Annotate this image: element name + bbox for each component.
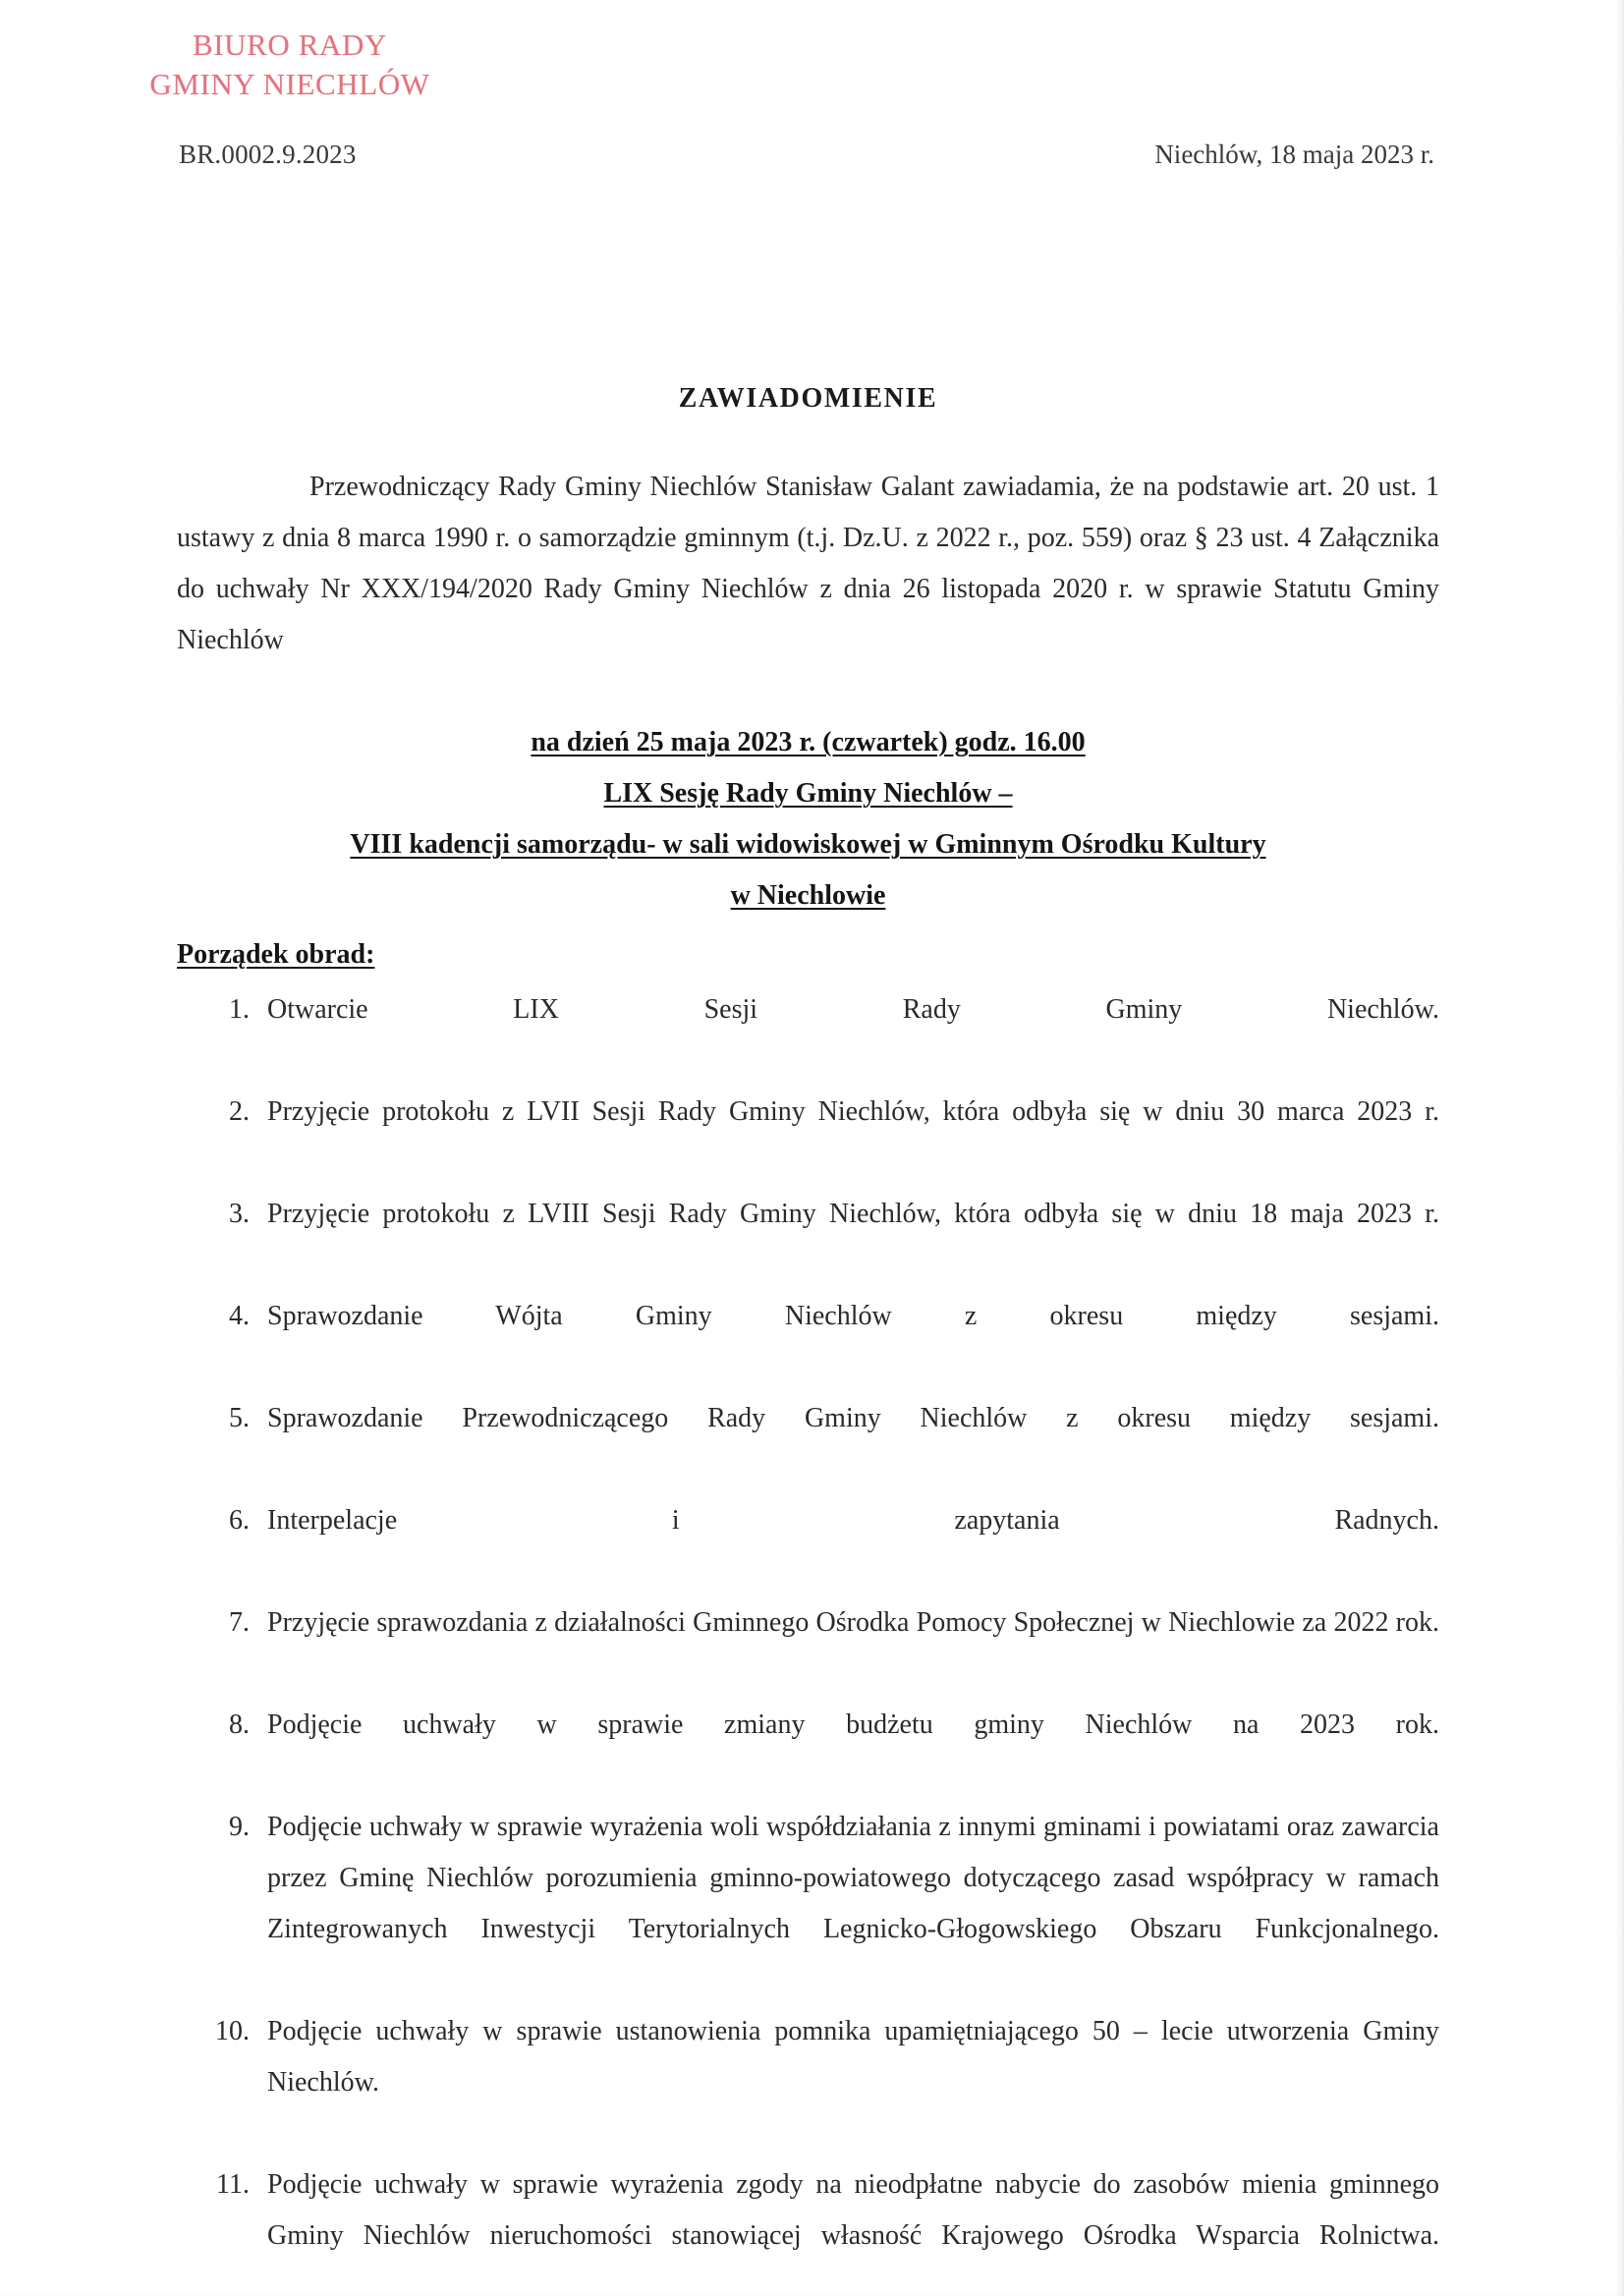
agenda-item-text: Przyjęcie sprawozdania z działalności Gminnego Ośrodka Pomocy Społecznej w Niechlowie za 2022 rok. <box>267 1607 1439 1638</box>
highlight-line-venue-text: VIII kadencji samorządu- w sali widowiskowej w Gminnym Ośrodku Kultury <box>350 829 1266 860</box>
agenda-item-text: Podjęcie uchwały w sprawie ustanowienia pomnika upamiętniającego 50 – lecie utworzenia Gminy Niechlów. <box>267 2016 1439 2098</box>
agenda-item-text: Przyjęcie protokołu z LVIII Sesji Rady Gminy Niechlów, która odbyła się w dniu 18 maja 2023 r. <box>267 1199 1439 1229</box>
highlight-line-date <box>177 717 1439 768</box>
agenda-item-number: 8. <box>229 1709 250 1740</box>
agenda-list <box>177 984 1439 2296</box>
agenda-item-number: 7. <box>229 1607 250 1638</box>
agenda-item-text: Przyjęcie protokołu z LVII Sesji Rady Gminy Niechlów, która odbyła się w dniu 30 marca 2023 r. <box>267 1096 1439 1127</box>
agenda-item <box>177 1291 1439 1393</box>
agenda-item <box>177 1393 1439 1495</box>
agenda-item <box>177 1700 1439 1802</box>
highlight-line-place <box>177 870 1439 922</box>
reference-number: BR.0002.9.2023 <box>179 140 357 169</box>
document-body <box>177 383 1439 2296</box>
office-stamp <box>147 26 432 103</box>
agenda-item-text: Interpelacje i zapytania Radnych. <box>267 1505 1439 1536</box>
agenda-item-number: 4. <box>229 1301 250 1331</box>
place-and-date: Niechlów, 18 maja 2023 r. <box>1154 140 1434 169</box>
agenda-heading <box>177 931 1439 979</box>
agenda-item <box>177 1597 1439 1700</box>
intro-paragraph: Przewodniczący Rady Gminy Niechlów Stanisław Galant zawiadamia, że na podstawie art. 20 ust. 1 ustawy z dnia 8 marca 1990 r. o samorządzie gminnym (t.j. Dz.U. z 2022 r., poz. 559) oraz § 23 ust. 4 Załącznika do uchwały Nr XXX/194/2020 Rady Gminy Niechlów z dnia 26 listopada 2020 r. w sprawie Statutu Gminy Niechlów <box>177 472 1439 655</box>
agenda-item <box>177 984 1439 1087</box>
agenda-item-text: Otwarcie LIX Sesji Rady Gminy Niechlów. <box>267 994 1439 1025</box>
agenda-item-number: 2. <box>229 1096 250 1127</box>
agenda-item-number: 11. <box>216 2169 250 2200</box>
agenda-item <box>177 2006 1439 2159</box>
agenda-item <box>177 2159 1439 2296</box>
agenda-item-number: 9. <box>229 1812 250 1842</box>
highlight-line-venue <box>177 819 1439 870</box>
highlight-line-session-text: LIX Sesję Rady Gminy Niechlów – <box>603 778 1013 809</box>
agenda-item-text: Podjęcie uchwały w sprawie wyrażenia woli współdziałania z innymi gminami i powiatami oraz zawarcia przez Gminę Niechlów porozumienia gminno-powiatowego dotyczącego zasad współpracy w ramach Zintegrowanych Inwestycji Terytorialnych Legnicko-Głogowskiego Obszaru Funkcjonalnego. <box>267 1812 1439 1944</box>
agenda-item-number: 3. <box>229 1199 250 1229</box>
page-title: ZAWIADOMIENIE <box>678 383 938 414</box>
agenda-item <box>177 1495 1439 1597</box>
highlight-line-place-text: w Niechlowie <box>730 880 886 911</box>
office-stamp-line-1: BIURO RADY <box>192 28 388 62</box>
agenda-item-number: 1. <box>229 994 250 1025</box>
agenda-heading-text: Porządek obrad: <box>177 939 375 970</box>
agenda-item-number: 5. <box>229 1403 250 1433</box>
scan-edge-right <box>1614 0 1624 2296</box>
office-stamp-line-2: GMINY NIECHLÓW <box>149 66 430 101</box>
agenda-item-text: Podjęcie uchwały w sprawie zmiany budżetu gminy Niechlów na 2023 rok. <box>267 1709 1439 1740</box>
highlight-line-date-text: na dzień 25 maja 2023 r. (czwartek) godz. 16.00 <box>531 727 1086 757</box>
highlight-line-session <box>177 768 1439 819</box>
agenda-item <box>177 1189 1439 1291</box>
agenda-item-text: Sprawozdanie Wójta Gminy Niechlów z okresu między sesjami. <box>267 1301 1439 1331</box>
agenda-item-number: 6. <box>229 1505 250 1536</box>
agenda-item-text: Podjęcie uchwały w sprawie wyrażenia zgody na nieodpłatne nabycie do zasobów mienia gminnego Gminy Niechlów nieruchomości stanowiącej własność Krajowego Ośrodka Wsparcia Rolnictwa. <box>267 2169 1439 2251</box>
agenda-item <box>177 1802 1439 2006</box>
agenda-item <box>177 1087 1439 1189</box>
agenda-item-number: 10. <box>215 2016 250 2046</box>
agenda-item-text: Sprawozdanie Przewodniczącego Rady Gminy Niechlów z okresu między sesjami. <box>267 1403 1439 1433</box>
